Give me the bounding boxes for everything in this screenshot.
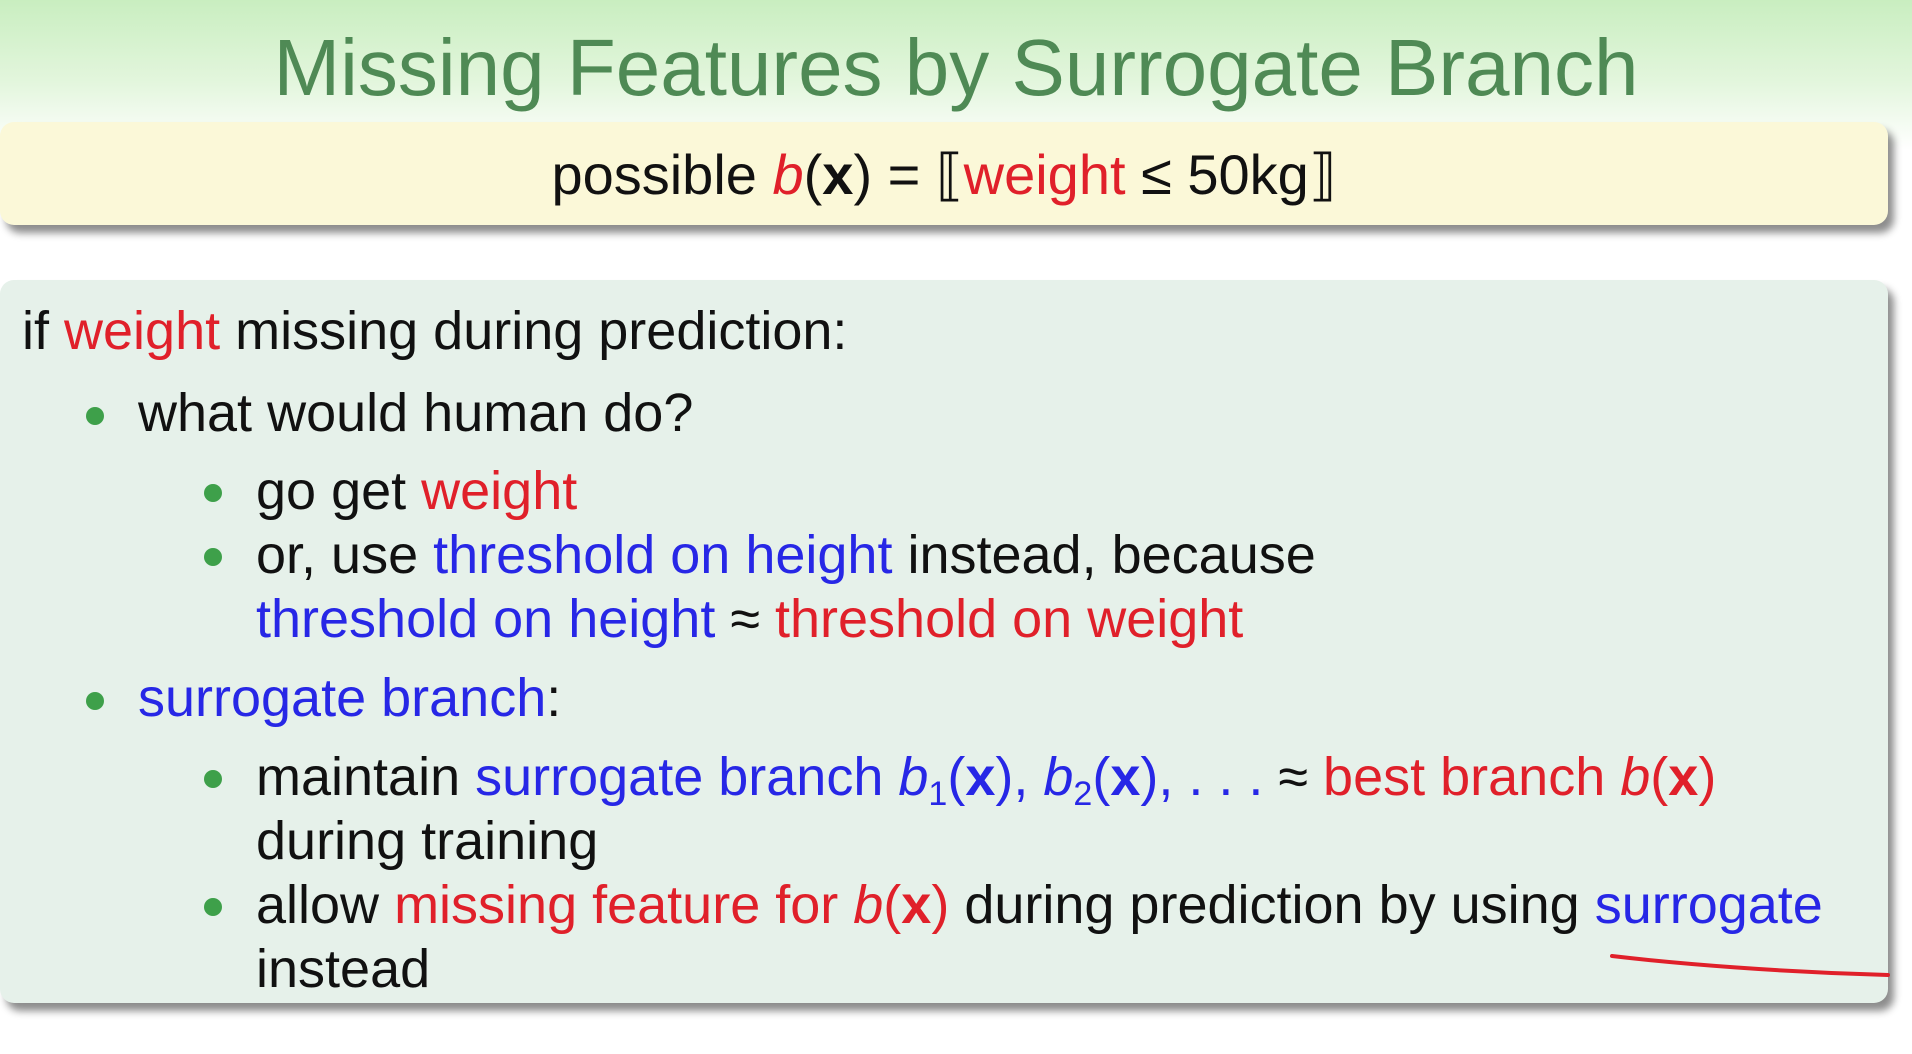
bullet-2b-x: x <box>901 875 932 935</box>
bullet-2a-open1: ( <box>947 747 966 807</box>
formula-lparen: ( <box>803 143 823 206</box>
bullet-2a-b3: b <box>1620 747 1651 807</box>
bullet-1b-line2-red: threshold on weight <box>775 589 1244 649</box>
bullet-2b-missing-feature: missing feature for <box>394 875 854 935</box>
bullet-1-text: what would human do? <box>138 383 694 443</box>
formula-x: x <box>822 143 854 206</box>
formula-rest: ≤ 50kg⟧ <box>1125 143 1337 206</box>
bullet-2a-sub2: 2 <box>1073 775 1093 813</box>
bullet-1a-prefix: go get <box>256 461 422 521</box>
bullet-2b-middle: during prediction by using <box>949 875 1595 935</box>
bullet-1b-suffix: instead, because <box>892 525 1316 585</box>
bullet-2b-open: ( <box>883 875 902 935</box>
bullet-1b-line2-blue: threshold on height <box>256 589 716 649</box>
bullet-2a-x3: x <box>1668 747 1699 807</box>
formula-weight: weight <box>963 143 1126 206</box>
bullet-2a-surrogate-branch: surrogate branch <box>475 747 899 807</box>
bullet-2a-b2: b <box>1043 747 1074 807</box>
bullet-1b-prefix: or, use <box>256 525 434 585</box>
bullet-2b-surrogate: surrogate <box>1594 875 1823 935</box>
bullet-2a-close3: ) <box>1698 747 1717 807</box>
annotation-stroke <box>1612 956 1888 975</box>
slide-title: Missing Features by Surrogate Branch <box>273 23 1639 112</box>
bullet-2b-allow: allow <box>256 875 395 935</box>
intro-weight: weight <box>64 301 221 361</box>
bullet-2a-maintain: maintain <box>256 747 476 807</box>
bullet-2a-sub1: 1 <box>928 775 948 813</box>
bullet-2-colon: : <box>546 668 562 728</box>
intro-if: if <box>22 301 65 361</box>
bullet-2b-close: ) <box>931 875 950 935</box>
bullet-2a-b1: b <box>898 747 929 807</box>
bullet-1b-threshold-height: threshold on height <box>433 525 893 585</box>
intro-rest: missing during prediction: <box>220 301 848 361</box>
bullet-2a-open2: ( <box>1092 747 1111 807</box>
bullet-2b-b: b <box>853 875 884 935</box>
bullet-1a-weight: weight <box>421 461 578 521</box>
bullet-2-label: surrogate branch <box>138 668 547 728</box>
formula-b: b <box>772 143 804 206</box>
bullet-2a-best-branch: best branch <box>1323 747 1621 807</box>
formula-prefix: possible <box>551 143 773 206</box>
bullet-2a-approx: ≈ <box>1263 747 1324 807</box>
bullet-2a-x1: x <box>965 747 996 807</box>
bullet-2b-line2: instead <box>256 939 431 999</box>
formula-eq: ) = ⟦ <box>853 143 964 206</box>
bullet-2a-close2: ), . . . <box>1140 747 1264 807</box>
bullet-2a-line2: during training <box>256 811 599 871</box>
bullet-1b-approx: ≈ <box>715 589 775 649</box>
bullet-2a-x2: x <box>1110 747 1141 807</box>
bullet-2a-close1: ), <box>995 747 1044 807</box>
bullet-2a-open3: ( <box>1650 747 1669 807</box>
